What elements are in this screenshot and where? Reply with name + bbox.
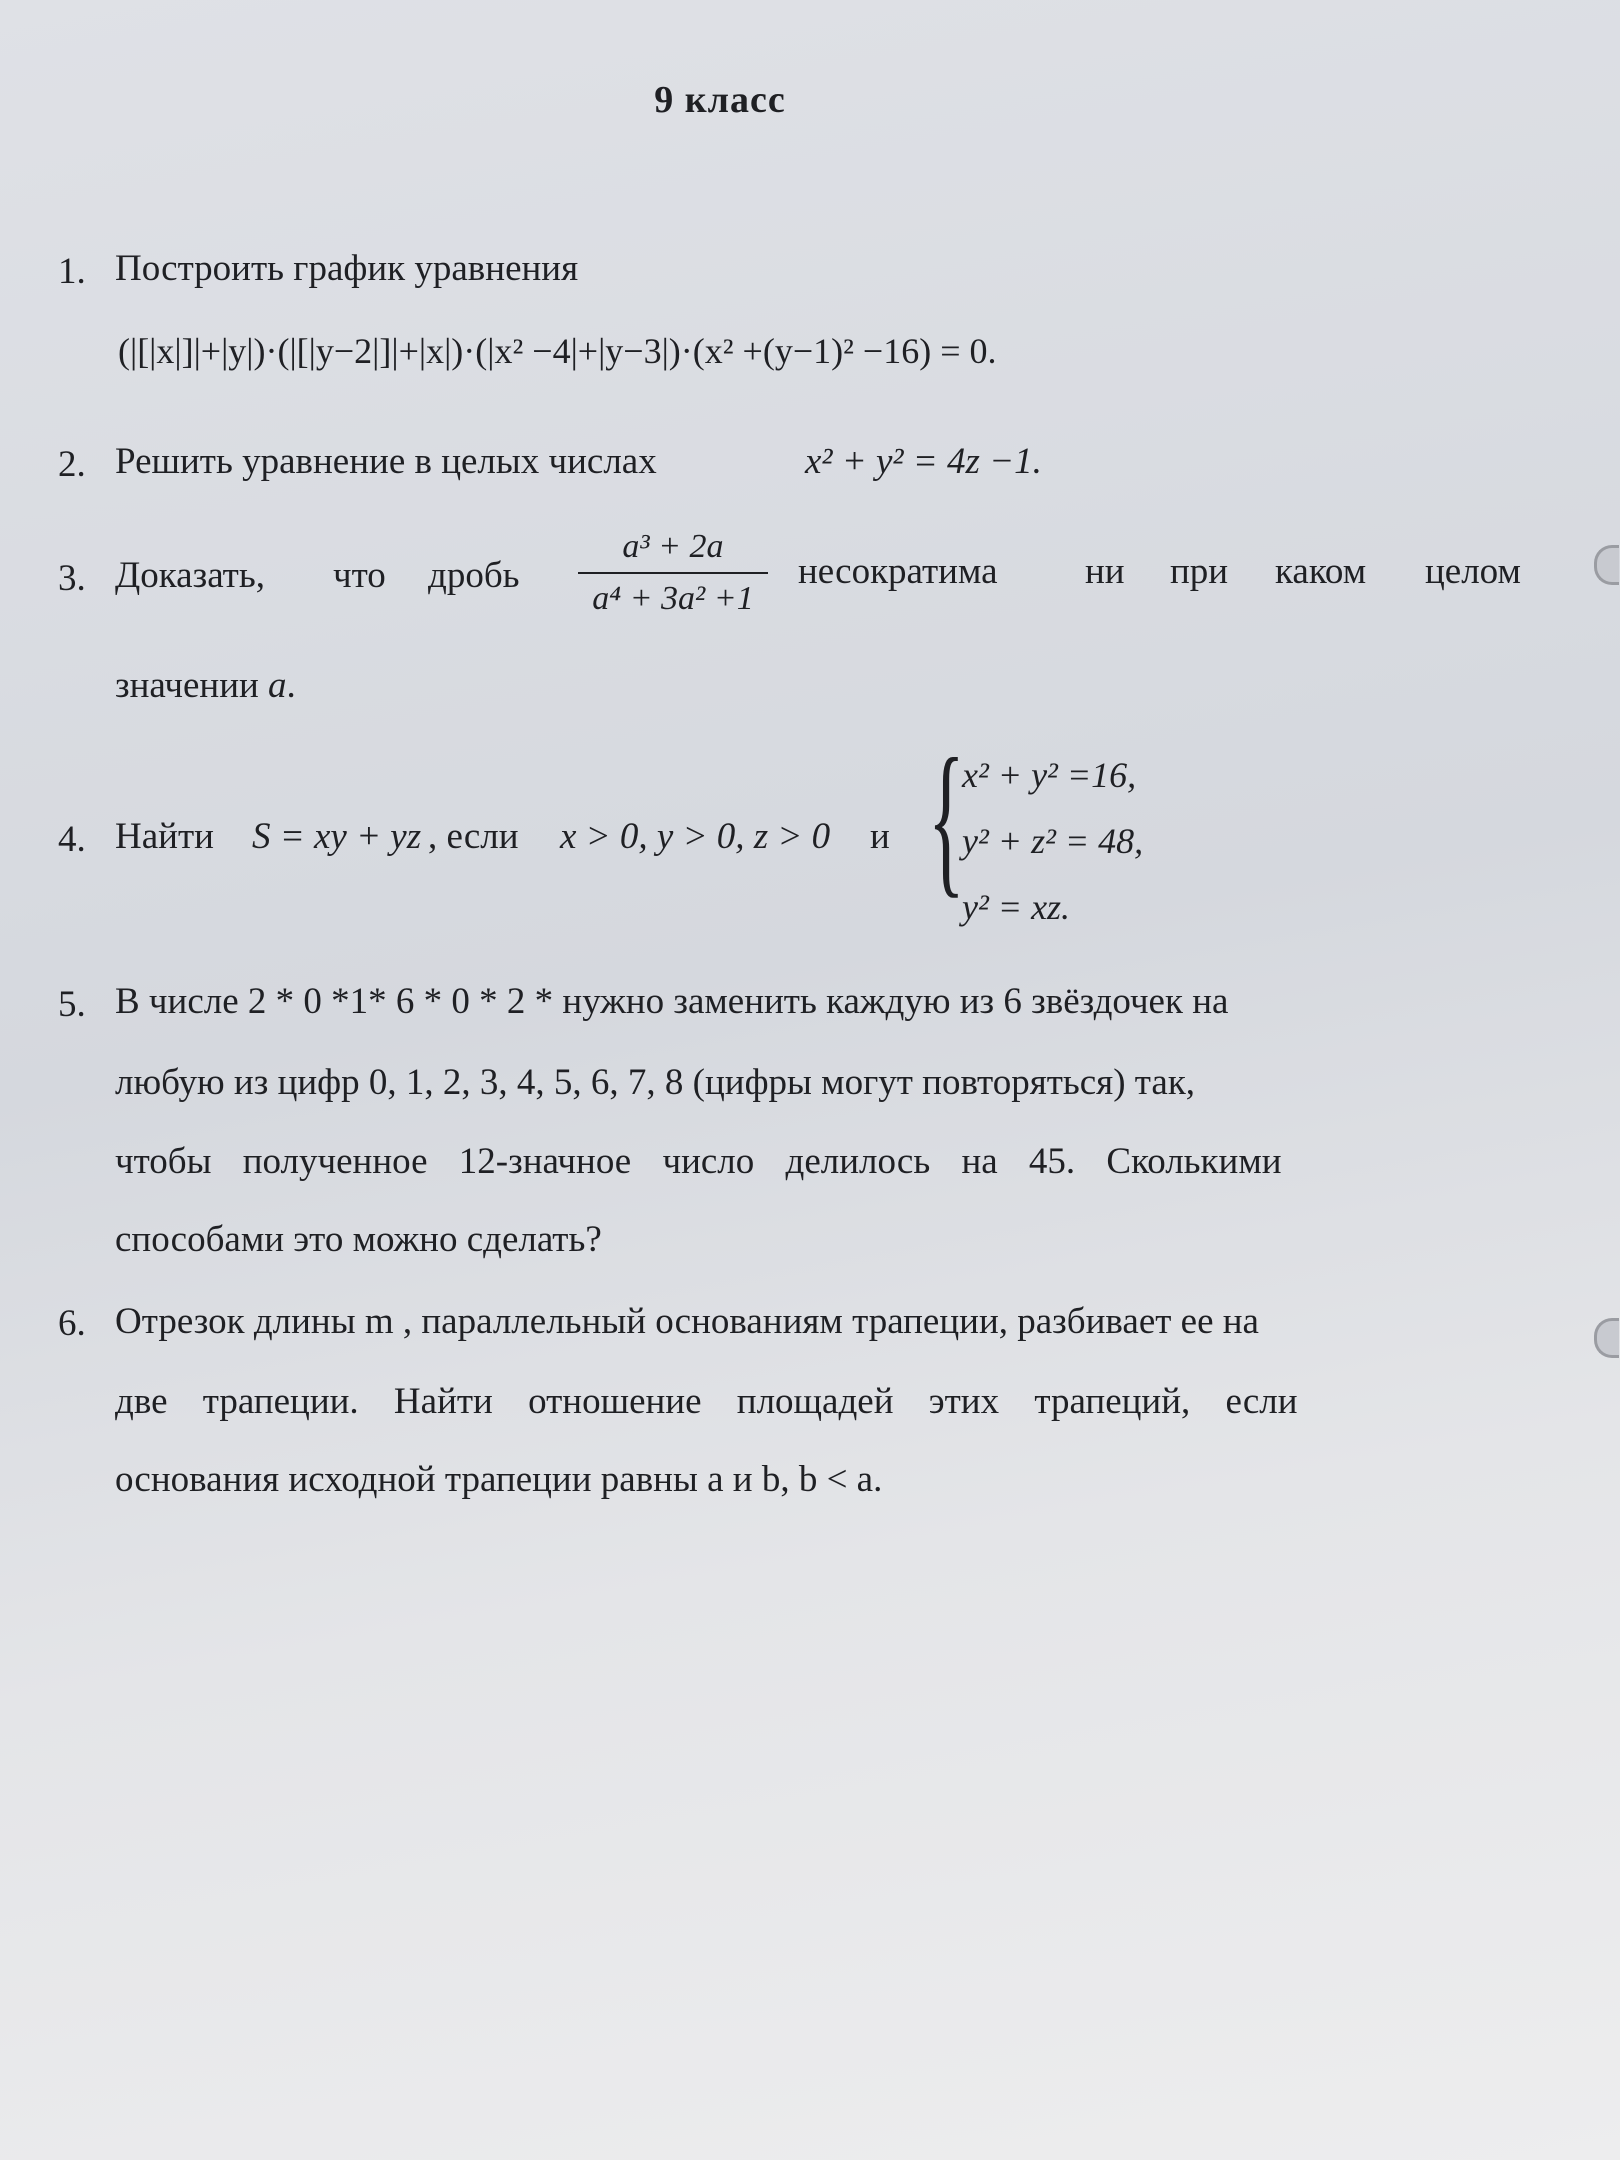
- problem-4-conditions: x > 0, y > 0, z > 0: [560, 816, 831, 857]
- fraction-bar: [578, 572, 768, 574]
- problem-2-number: 2.: [58, 444, 86, 485]
- problem-3-fraction: [578, 528, 768, 618]
- problem-1-formula: (|[|x|]|+|y|)·(|[|y−2|]|+|x|)·(|x² −4|+|y−3|)·(x² +(y−1)² −16) = 0.: [118, 331, 997, 371]
- problem-4-formula: S = xy + yz: [252, 816, 422, 857]
- problem-1-text: Построить график уравнения: [115, 248, 579, 289]
- problem-1-number: 1.: [58, 251, 86, 292]
- problem-3-period: .: [286, 665, 296, 706]
- problem-3-word-6: при: [1170, 551, 1229, 592]
- system-equation-2: y² + z² = 48,: [962, 821, 1144, 861]
- problem-5-line-1: В числе 2 * 0 *1* 6 * 0 * 2 * нужно заменить каждую из 6 звёздочек на: [115, 981, 1229, 1022]
- fraction-numerator: a³ + 2a: [622, 528, 724, 565]
- binder-tab-top: [1594, 545, 1619, 585]
- problem-4-and: и: [870, 816, 890, 857]
- system-equation-3: y² = xz.: [962, 887, 1071, 927]
- problem-5-number: 5.: [58, 984, 86, 1025]
- equation-system: [962, 742, 1143, 940]
- binder-tab-bottom: [1594, 1318, 1619, 1358]
- problem-3-word-4: несократима: [798, 551, 998, 592]
- problem-3-word-7: каком: [1275, 551, 1367, 592]
- problem-3-number: 3.: [58, 558, 86, 599]
- problem-3-word-8: целом: [1425, 551, 1521, 592]
- page-title: 9 класс: [654, 79, 786, 121]
- problem-5-line-3: чтобы полученное 12-значное число делилось на 45. Сколькими: [115, 1141, 1282, 1182]
- problem-4-text: Найти: [115, 816, 214, 857]
- problem-6-line-1: Отрезок длины m , параллельный основаниям трапеции, разбивает ее на: [115, 1301, 1259, 1342]
- problem-3-word-1: Доказать,: [115, 555, 265, 596]
- problem-2-text: Решить уравнение в целых числах: [115, 441, 657, 482]
- problem-3-word-2: что: [333, 555, 386, 596]
- problem-6-line-3: основания исходной трапеции равны a и b, b < a.: [115, 1459, 883, 1500]
- problem-3-variable: a: [268, 665, 287, 706]
- problem-3-word-3: дробь: [428, 555, 520, 596]
- problem-2-formula: x² + y² = 4z −1.: [805, 441, 1042, 482]
- problem-6-number: 6.: [58, 1303, 86, 1344]
- problem-3-word-5: ни: [1085, 551, 1125, 592]
- problem-4-number: 4.: [58, 819, 86, 860]
- system-equation-1: x² + y² =16,: [962, 755, 1137, 795]
- problem-3-line-2: [115, 664, 296, 707]
- problem-6-line-2: две трапеции. Найти отношение площадей этих трапеций, если: [115, 1381, 1298, 1422]
- problem-4-if: , если: [428, 816, 519, 857]
- fraction-denominator: a⁴ + 3a² +1: [592, 580, 754, 617]
- system-brace: {: [928, 724, 965, 912]
- problem-5-line-4: способами это можно сделать?: [115, 1219, 602, 1260]
- problem-3-continuation: значении: [115, 665, 259, 706]
- problem-5-line-2: любую из цифр 0, 1, 2, 3, 4, 5, 6, 7, 8 (цифры могут повторяться) так,: [115, 1062, 1196, 1103]
